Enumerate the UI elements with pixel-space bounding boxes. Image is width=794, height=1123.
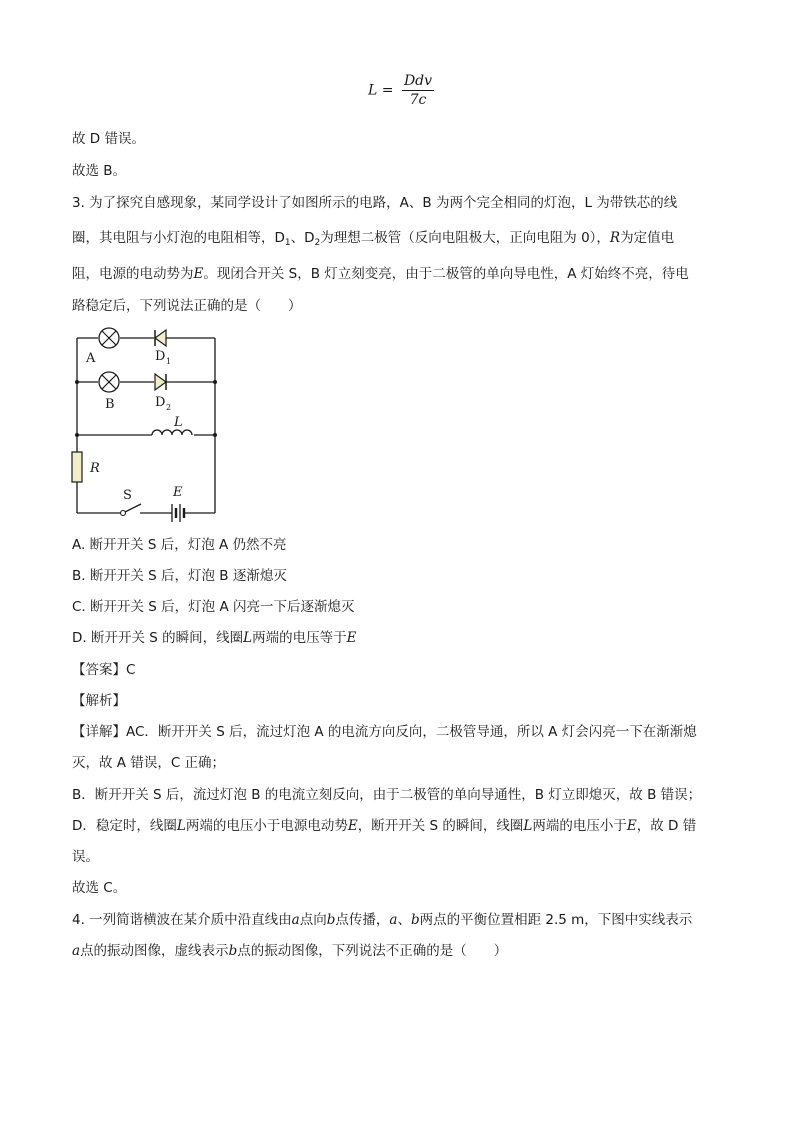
label-lamp-b: B: [105, 397, 115, 412]
option-d: [72, 629, 356, 647]
detail-d-l: L: [176, 818, 186, 834]
detail-line-1: 【详解】AC．断开开关 S 后，流过灯泡 A 的电流方向反向，二极管导通，所以 A 灯会闪亮一下在渐渐熄: [72, 724, 697, 740]
detail-d-b: 两端的电压小于电源电动势: [185, 818, 348, 834]
q4-l1-c: 点传播，: [335, 912, 390, 928]
option-c: C. 断开开关 S 后，灯泡 A 闪亮一下后逐渐熄灭: [72, 599, 355, 615]
question-3-line-4: 路稳定后，下列说法正确的是（ ）: [72, 298, 302, 314]
q4-l1-a: 4. 一列简谐横波在某介质中沿直线由: [72, 912, 292, 928]
option-b: B. 断开开关 S 后，灯泡 B 逐渐熄灭: [72, 568, 287, 584]
detail-line-d2: 误。: [72, 849, 99, 865]
formula-lhs: L =: [368, 82, 394, 99]
label-diode-d1: D: [155, 349, 166, 364]
q3-l3-a: 阻，电源的电动势为: [72, 266, 194, 282]
q4-l1-av2: a: [389, 912, 398, 928]
detail-d-f: ，故 D 错: [636, 818, 697, 834]
formula-fraction: [402, 72, 434, 109]
q4-l1-d: 、: [397, 912, 411, 928]
opt-d-l: L: [243, 630, 253, 646]
label-lamp-a: A: [86, 351, 96, 366]
detail-line-b: B．断开开关 S 后，流过灯泡 B 的电流立刻反向，由于二极管的单向导通性，B 灯立即熄灭，故 B 错误；: [72, 787, 702, 803]
detail-d-c: ，断开开关 S 的瞬间，线圈: [357, 818, 524, 834]
q3-l2-b: 、D: [290, 230, 315, 246]
q4-l1-e: 两点的平衡位置相距 2.5 m，下图中实线表示: [419, 912, 693, 928]
label-battery: E: [173, 485, 183, 500]
switch-s: [121, 504, 142, 516]
opt-d-a: D. 断开开关 S 的瞬间，线圈: [72, 630, 244, 646]
q4-l2-bv: b: [228, 943, 238, 959]
answer-tag: 【答案】: [72, 662, 126, 678]
analysis-tag: 【解析】: [72, 693, 126, 709]
formula-l: [368, 72, 434, 109]
detail-d-d: 两端的电压小于: [532, 818, 627, 834]
q4-l2-b: 点的振动图像，下列说法不正确的是（ ）: [237, 943, 508, 959]
question-3-line-2: [72, 229, 674, 252]
detail-d-e: E: [347, 818, 358, 834]
diode-d1: [155, 330, 166, 346]
q4-l1-av: a: [291, 912, 300, 928]
label-diode-d2-sub: 2: [166, 403, 172, 412]
text-choose-b: 故选 B。: [72, 163, 127, 179]
resistor-r: [72, 452, 82, 482]
question-4-line-2: [72, 942, 507, 960]
opt-d-e: E: [346, 630, 357, 646]
question-4-line-1: [72, 911, 692, 929]
q3-l2-a: 圈，其电阻与小灯泡的电阻相等，D: [72, 230, 285, 246]
diode-d2: [155, 374, 166, 390]
question-3-line-3: [72, 265, 689, 283]
q3-l2-sub2: 2: [314, 238, 321, 248]
q3-l2-r: R: [609, 230, 621, 246]
text-d-wrong: 故 D 错误。: [72, 131, 145, 147]
q3-l2-c: 为理想二极管（反向电阻极大，正向电阻为 0），: [320, 230, 610, 246]
detail-d-l2: L: [523, 818, 533, 834]
question-3-line-1: 3. 为了探究自感现象，某同学设计了如图所示的电路，A、B 为两个完全相同的灯泡，L 为带铁芯的线: [72, 195, 678, 211]
q4-l1-bv: b: [326, 912, 336, 928]
q4-l2-a: 点的振动图像，虚线表示: [80, 943, 229, 959]
battery-e: [172, 504, 184, 522]
inductor-coil: [152, 430, 192, 435]
q3-l3-e: E: [193, 266, 204, 282]
formula-numerator: Ddv: [403, 73, 433, 89]
q3-l2-d: 为定值电: [620, 230, 675, 246]
q4-l2-av: a: [72, 943, 81, 959]
text-choose-c: 故选 C。: [72, 880, 127, 896]
detail-d-e2: E: [626, 818, 637, 834]
label-diode-d2: D: [155, 395, 166, 410]
label-switch: S: [123, 488, 132, 503]
detail-line-d: [72, 817, 696, 835]
detail-line-2: 灭，故 A 错误，C 正确；: [72, 755, 226, 771]
q3-l3-b: 。现闭合开关 S，B 灯立刻变亮，由于二极管的单向导电性，A 灯始终不亮，待电: [203, 266, 689, 282]
lamp-b: [99, 372, 119, 392]
option-a: A. 断开开关 S 后，灯泡 A 仍然不亮: [72, 537, 287, 553]
answer-line: [72, 661, 135, 679]
circuit-diagram: [70, 322, 230, 527]
label-resistor: R: [90, 461, 100, 476]
detail-d-a: D．稳定时，线圈: [72, 818, 177, 834]
q3-l2-sub1: 1: [284, 238, 291, 248]
formula-denominator: 7c: [409, 92, 427, 108]
lamp-a: [99, 328, 119, 348]
q4-l1-b: 点向: [299, 912, 327, 928]
q4-l1-bv2: b: [410, 912, 420, 928]
answer-value: C: [126, 662, 136, 678]
label-inductor: L: [174, 415, 183, 430]
label-diode-d1-sub: 1: [166, 357, 172, 366]
opt-d-b: 两端的电压等于: [252, 630, 347, 646]
